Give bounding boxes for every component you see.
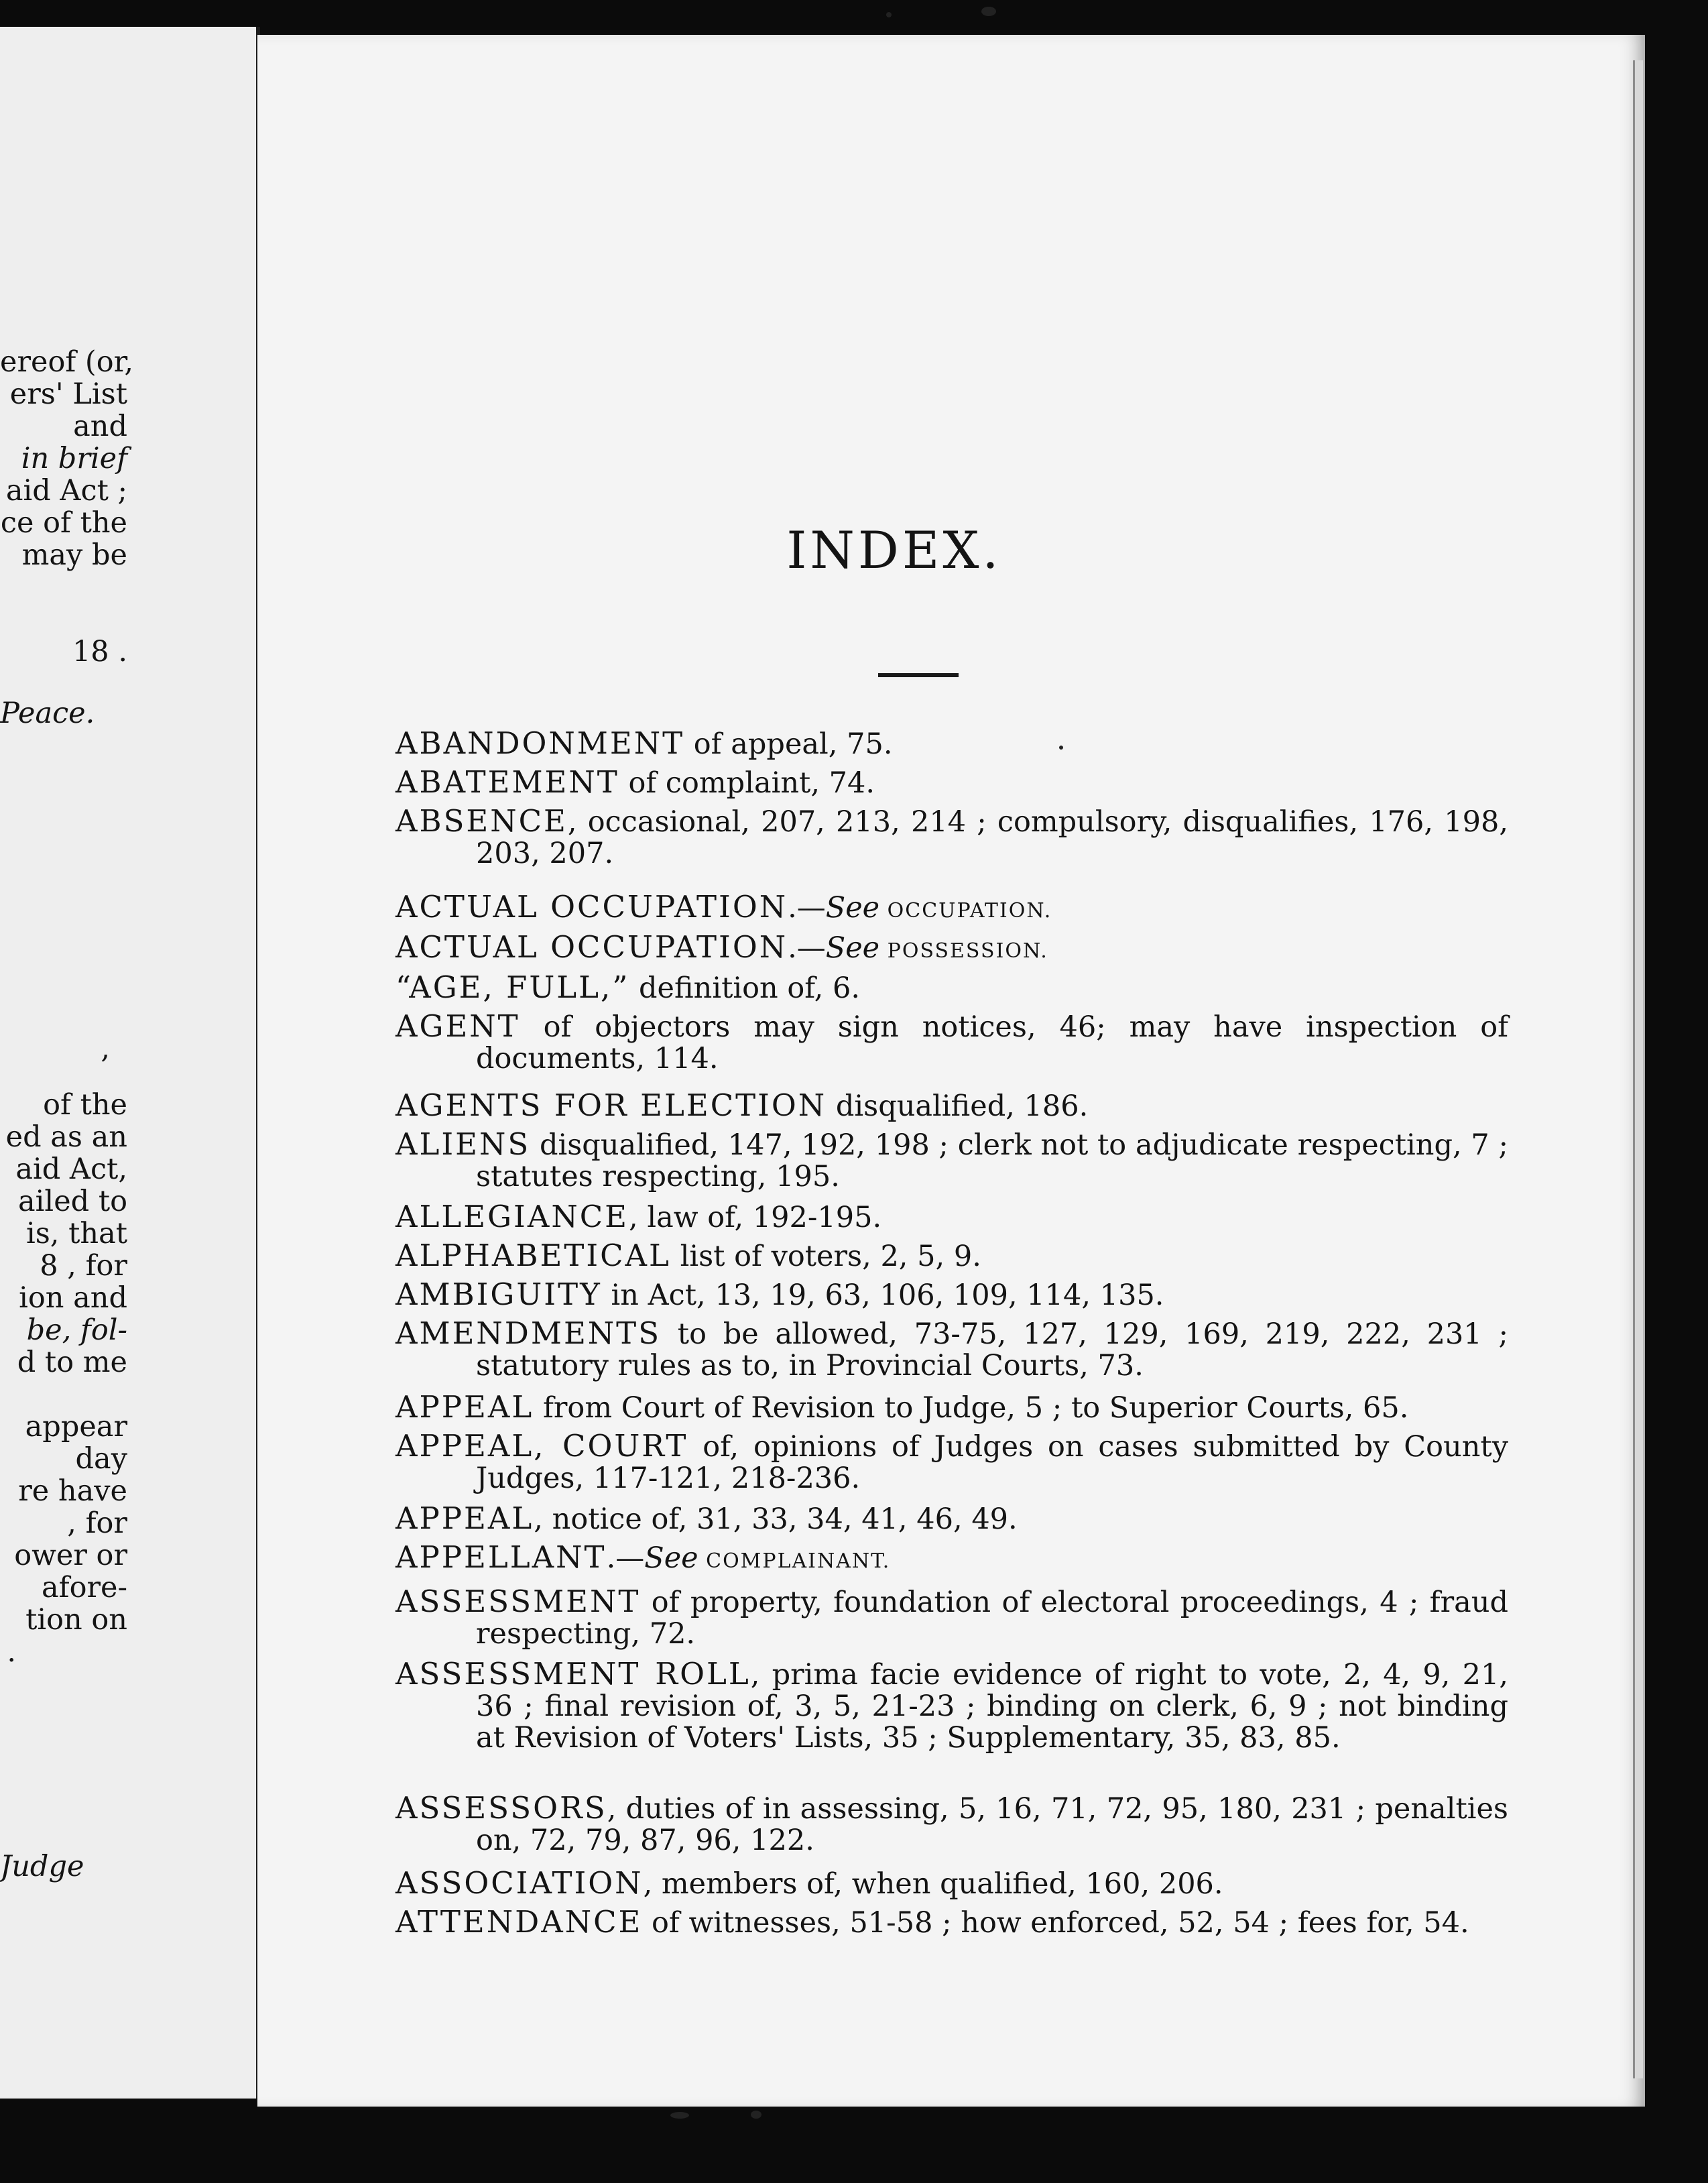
left-page-line: ion and <box>19 1281 127 1315</box>
left-page-line: ed as an <box>5 1120 127 1154</box>
index-text: , occasional, 207, 213, 214 ; compulsory, disqualifies, 176, 198, 203, 207. <box>476 805 1508 870</box>
index-entry <box>395 1010 1508 1075</box>
index-headword: ASSOCIATION <box>395 1865 644 1901</box>
index-headword: AMENDMENTS <box>395 1315 662 1351</box>
index-text: of complaint, 74. <box>619 766 875 800</box>
index-entry <box>395 1502 1508 1535</box>
index-headword: ACTUAL OCCUPATION <box>395 929 788 965</box>
index-text: .— <box>606 1541 645 1575</box>
left-page-line: ower or <box>14 1539 127 1572</box>
index-entry <box>395 1391 1508 1424</box>
index-text: of witnesses, 51-58 ; how enforced, 52, 54 ; fees for, 54. <box>642 1906 1469 1940</box>
index-entry <box>395 1201 1508 1234</box>
left-page-line: of the <box>43 1088 127 1122</box>
left-page-line: aid Act, <box>15 1153 127 1186</box>
left-page-line: 8 , for <box>40 1249 127 1283</box>
index-headword: ALPHABETICAL <box>395 1238 671 1273</box>
index-headword: ABSENCE <box>395 803 568 839</box>
index-headword: AGENTS FOR ELECTION <box>395 1087 827 1123</box>
index-headword: ASSESSMENT ROLL <box>395 1656 751 1692</box>
index-headword: APPEAL, COURT <box>395 1428 688 1464</box>
index-headword: ABANDONMENT <box>395 725 685 761</box>
page-edge <box>1633 60 1643 2078</box>
index-headword: ABATEMENT <box>395 764 619 800</box>
index-headword: APPELLANT <box>395 1539 607 1575</box>
left-page-line: is, that <box>25 1217 127 1250</box>
left-page-line: aid Act ; <box>5 474 127 508</box>
index-headword: ALLEGIANCE <box>395 1199 629 1234</box>
index-entry <box>395 971 1508 1004</box>
index-headword: ALIENS <box>395 1126 531 1162</box>
index-text: to be allowed, 73-75, 127, 129, 169, 219, 222, 231 ; statutory rules as to, in Provincial Courts, 73. <box>476 1317 1508 1382</box>
index-text: .— <box>788 931 826 965</box>
index-entry <box>395 1906 1508 1939</box>
index-text: disqualified, 186. <box>827 1089 1089 1123</box>
index-headword: ASSESSMENT <box>395 1584 641 1619</box>
left-page-line: ereof (or, <box>0 345 134 379</box>
index-text: in Act, 13, 19, 63, 106, 109, 114, 135. <box>601 1279 1164 1312</box>
left-page-line: Peace. <box>0 697 95 730</box>
index-headword: AGENT <box>395 1008 520 1044</box>
left-page-line: and <box>73 410 127 443</box>
index-entry <box>395 891 1508 927</box>
left-page-line: d to me <box>17 1346 127 1379</box>
scan-speck <box>981 7 996 16</box>
left-page-line: in brief <box>21 442 127 475</box>
left-page-line: afore- <box>42 1571 127 1604</box>
index-entry <box>395 1089 1508 1122</box>
index-entry <box>395 1867 1508 1900</box>
left-page-line: tion on <box>25 1603 127 1637</box>
index-text: disqualified, 147, 192, 198 ; clerk not to adjudicate respecting, 7 ; statutes respecting, 195. <box>476 1128 1508 1193</box>
index-entry <box>395 1792 1508 1856</box>
index-entry <box>395 931 1508 967</box>
scan-speck <box>751 2111 761 2119</box>
left-page-line: , <box>101 1032 110 1065</box>
left-page-line: ce of the <box>0 506 127 540</box>
left-page-line: re have <box>18 1474 127 1508</box>
scan-speck <box>886 12 892 17</box>
index-headword: ATTENDANCE <box>395 1904 643 1940</box>
index-text: from Court of Revision to Judge, 5 ; to Superior Courts, 65. <box>534 1391 1409 1425</box>
left-page-line: ailed to <box>18 1185 127 1218</box>
see-reference-target[interactable]: COMPLAINANT. <box>698 1549 891 1573</box>
index-text: , members of, when qualified, 160, 206. <box>643 1867 1223 1901</box>
index-headword: APPEAL <box>395 1500 534 1536</box>
see-reference-label: See <box>825 891 880 925</box>
see-reference-target[interactable]: OCCUPATION. <box>879 899 1052 923</box>
index-text: , notice of, 31, 33, 34, 41, 46, 49. <box>534 1502 1018 1536</box>
index-entry <box>395 1279 1508 1311</box>
left-page-line: may be <box>21 538 127 572</box>
page-title: INDEX. <box>786 520 1002 580</box>
left-page-line: be, fol- <box>26 1313 127 1347</box>
left-page-line: day <box>75 1442 127 1476</box>
index-text: definition of, 6. <box>629 971 861 1005</box>
scan-speck <box>1059 746 1063 750</box>
index-headword: ASSESSORS <box>395 1790 607 1826</box>
index-text: , prima facie evidence of right to vote, 2, 4, 9, 21, 36 ; final revision of, 3, 5, 21-23 ; binding on clerk, 6, 9 ; not binding at Revision of Voters' Lists, 35 ; Supplementary, 35, 83, 85. <box>476 1658 1508 1755</box>
title-rule <box>878 673 959 677</box>
index-entry <box>395 1317 1508 1382</box>
see-reference-label: See <box>825 931 880 965</box>
index-entry <box>395 1128 1508 1193</box>
index-text: of property, foundation of electoral proceedings, 4 ; fraud respecting, 72. <box>476 1586 1508 1651</box>
index-text: of appeal, 75. <box>684 727 893 761</box>
index-headword: AMBIGUITY <box>395 1277 602 1312</box>
index-text: , duties of in assessing, 5, 16, 71, 72, 95, 180, 231 ; penalties on, 72, 79, 87, 96, 122. <box>476 1792 1508 1857</box>
index-text: of, opinions of Judges on cases submitted by County Judges, 117-121, 218-236. <box>476 1430 1508 1495</box>
index-headword: APPEAL <box>395 1389 534 1425</box>
scan-speck <box>670 2112 689 2119</box>
index-entry <box>395 1586 1508 1650</box>
left-page-line: . <box>7 1635 16 1669</box>
index-headword: ACTUAL OCCUPATION <box>395 889 788 925</box>
index-entry <box>395 766 1508 799</box>
index-entry <box>395 1240 1508 1273</box>
index-headword: “AGE, FULL,” <box>395 969 630 1005</box>
index-entry <box>395 727 1508 760</box>
left-page-line: Judge <box>0 1850 84 1883</box>
see-reference-label: See <box>644 1541 698 1575</box>
left-page-line: , for <box>67 1507 127 1540</box>
see-reference-target[interactable]: POSSESSION. <box>879 939 1048 963</box>
index-entry <box>395 805 1508 870</box>
left-page-line: ers' List <box>9 377 127 411</box>
left-page-line: appear <box>25 1410 127 1443</box>
index-entry <box>395 1430 1508 1494</box>
index-text: list of voters, 2, 5, 9. <box>670 1240 981 1273</box>
index-text: , law of, 192-195. <box>629 1201 882 1234</box>
index-entry <box>395 1541 1508 1577</box>
index-entry <box>395 1658 1508 1754</box>
left-page <box>0 27 260 2099</box>
left-page-line: 18 . <box>72 635 127 668</box>
index-text: of objectors may sign notices, 46; may have inspection of documents, 114. <box>476 1010 1508 1075</box>
index-text: .— <box>788 891 826 925</box>
